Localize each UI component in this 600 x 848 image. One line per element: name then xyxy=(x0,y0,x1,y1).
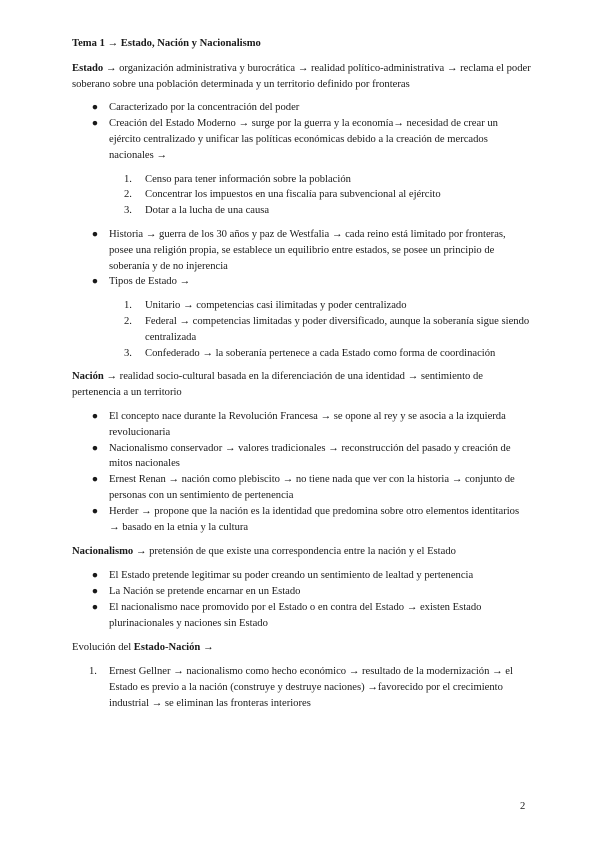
estado-definition-text: → organización administrativa y burocrática → realidad político-administrativa → reclama el poder soberano sobre una población determinada y un territorio definido por fronteras xyxy=(72,62,531,90)
list-item: 3. Confederado → la soberanía pertenece a cada Estado como forma de coordinación xyxy=(124,347,496,359)
list-item: ● Herder → propone que la nación es la identidad que predomina sobre otro elementos identitarios → basado en la etnia y la cultura xyxy=(91,505,520,533)
list-item: ● Caracterizado por la concentración del poder xyxy=(72,100,532,116)
evolucion-list xyxy=(72,664,532,711)
document-page xyxy=(72,36,532,711)
bullet-icon: ● xyxy=(91,228,99,240)
bullet-icon: ● xyxy=(91,505,99,517)
nacion-definition xyxy=(72,369,532,401)
list-item: ● Ernest Renan → nación como plebiscito → no tiene nada que ver con la historia → conjunto de personas con un sentimiento de pertenencia xyxy=(91,474,515,501)
list-item: 2. Concentrar los impuestos en una fiscalía para subvencional al ejército xyxy=(124,189,441,201)
list-item: ● El nacionalismo nace promovido por el Estado o en contra del Estado → existen Estado plurinacionales y naciones sin Estado xyxy=(91,601,482,629)
bullet-icon: ● xyxy=(91,585,99,597)
bullet-icon: ● xyxy=(91,601,99,613)
list-item: 1. Censo para tener información sobre la población xyxy=(124,173,351,185)
estado-bullets xyxy=(72,100,532,361)
bullet-icon: ● xyxy=(91,410,99,422)
bullet-icon: ● xyxy=(91,118,99,130)
tipos-estado-list xyxy=(72,298,532,361)
list-item: ● Creación del Estado Moderno → surge por la guerra y la economía→ necesidad de crear un ejército centralizado y unificar las políticas económicas debido a la creación de mercados nacionales → 1. Censo para tener información sobre la población 2. Concentrar los impuestos en una fiscalía para subvencional al ejército 3. Dotar a la lucha de una causa xyxy=(72,116,532,219)
page-title: Tema 1 → Estado, Nación y Nacionalismo xyxy=(72,38,261,49)
nacionalismo-term: Nacionalismo xyxy=(72,546,134,558)
estado-term: Estado xyxy=(72,62,104,74)
page-number: 2 xyxy=(520,801,526,812)
list-item: ● Nacionalismo conservador → valores tradicionales → reconstrucción del pasado y creación de mitos nacionales xyxy=(91,442,511,470)
estado-definition xyxy=(72,61,532,93)
bullet-icon: ● xyxy=(91,474,99,486)
list-item: ● Tipos de Estado → 1. Unitario → competencias casi ilimitadas y poder centralizado 2. Federal → competencias limitadas y poder diversificado, aunque la soberanía sigue siendo centralizada 3. Confederado → la soberanía pertenece a cada Estado como forma de coordinación xyxy=(72,274,532,361)
list-item: ● La Nación se pretende encarnar en un Estado xyxy=(72,584,532,600)
bullet-icon: ● xyxy=(91,276,99,288)
list-item: 3. Dotar a la lucha de una causa xyxy=(124,205,270,217)
bullet-icon: ● xyxy=(91,442,99,454)
estado-nacion-term: Estado-Nación xyxy=(133,642,201,654)
nacion-bullets xyxy=(72,409,532,535)
bullet-icon: ● xyxy=(91,102,99,114)
estado-moderno-list xyxy=(72,172,532,219)
list-item: 1. Ernest Gellner → nacionalismo como hecho económico → resultado de la modernización → el Estado es previo a la nación (construye y destruye naciones) →favorecido por el crecimiento industrial → se eliminan las fronteras interiores xyxy=(89,666,513,709)
nacionalismo-definition xyxy=(72,544,532,560)
nacion-term: Nación xyxy=(72,371,104,383)
bullet-icon: ● xyxy=(91,570,99,582)
list-item: ● El concepto nace durante la Revolución Francesa → se opone al rey y se asocia a la izquierda revolucionaria xyxy=(91,410,506,438)
nacion-definition-text: → realidad socio-cultural basada en la diferenciación de una identidad → sentimiento de pertenencia a un territorio xyxy=(72,371,483,399)
list-item: ● El Estado pretende legitimar su poder creando un sentimiento de lealtad y pertenencia xyxy=(72,568,532,584)
list-item: 2. Federal → competencias limitadas y poder diversificado, aunque la soberanía sigue siendo centralizada xyxy=(124,315,530,343)
evolucion-heading: Evolución del Estado-Nación → xyxy=(72,642,214,654)
nacionalismo-definition-text: → pretensión de que existe una correspondencia entre la nación y el Estado xyxy=(133,546,456,558)
list-item: 1. Unitario → competencias casi ilimitadas y poder centralizado xyxy=(124,300,407,312)
list-item: ● Historia → guerra de los 30 años y paz de Westfalia → cada reino está limitado por fronteras, posee una religión propia, se establece un equilibrio entre estados, se posee un principio de soberanía y de no injerencia xyxy=(91,228,506,272)
nacionalismo-bullets xyxy=(72,568,532,631)
